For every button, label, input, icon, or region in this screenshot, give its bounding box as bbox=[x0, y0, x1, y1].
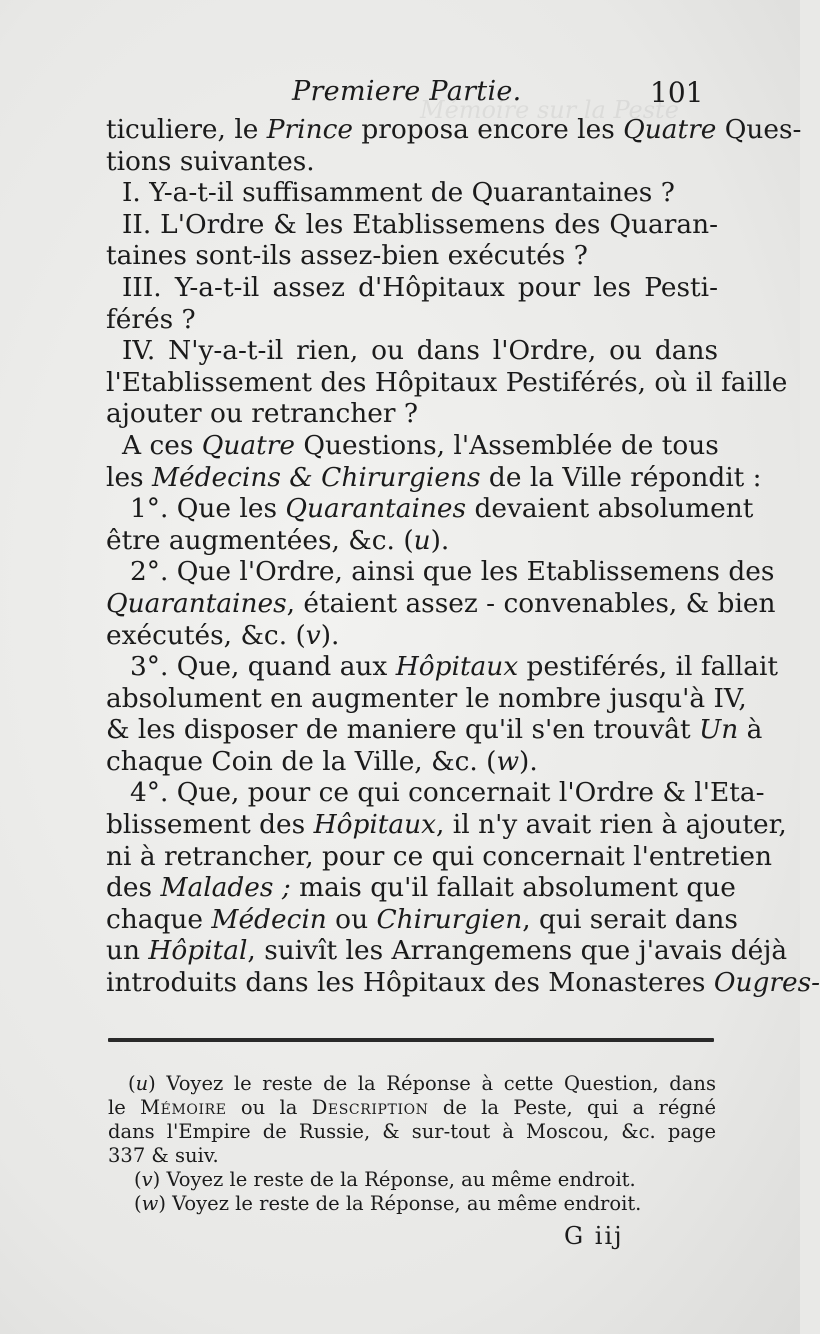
answer-4: 4°. Que, pour ce qui concernait l'Ordre & l'Eta- bbox=[130, 777, 765, 809]
footnote-line: le Mémoire ou la Description de la Peste, qui a régné bbox=[108, 1096, 716, 1119]
text-line: ajouter ou retrancher ? bbox=[106, 398, 419, 430]
running-head: Premiere Partie. bbox=[292, 76, 522, 107]
text-line: chaque Médecin ou Chirurgien, qui serait dans bbox=[106, 903, 738, 935]
footnote-v: (v) Voyez le reste de la Réponse, au même endroit. bbox=[134, 1168, 636, 1191]
main-text bbox=[106, 114, 820, 999]
question-1: I. Y-a-t-il suffisamment de Quarantaines ? bbox=[122, 177, 675, 209]
text-line: les Médecins & Chirurgiens de la Ville répondit : bbox=[106, 461, 762, 493]
text-line: l'Etablissement des Hôpitaux Pestiférés, où il faille bbox=[106, 366, 788, 398]
text-line: introduits dans les Hôpitaux des Monasteres Ougres- bbox=[106, 967, 820, 999]
text-line: taines sont-ils assez-bien exécutés ? bbox=[106, 240, 588, 272]
text-line: tions suivantes. bbox=[106, 145, 315, 177]
answer-2: 2°. Que l'Ordre, ainsi que les Etablissemens des bbox=[130, 556, 775, 588]
text-line: ticuliere, le Prince proposa encore les Quatre Ques- bbox=[106, 114, 802, 145]
text-line: Quarantaines, étaient assez - convenables, & bien bbox=[106, 587, 776, 619]
text-line: ni à retrancher, pour ce qui concernait l'entretien bbox=[106, 840, 772, 872]
question-4: IV. N'y-a-t-il rien, ou dans l'Ordre, ou dans bbox=[122, 335, 718, 367]
text-line: férés ? bbox=[106, 303, 196, 335]
footnote-line: dans l'Empire de Russie, & sur-tout à Moscou, &c. page bbox=[108, 1120, 716, 1143]
text-line: des Malades ; mais qu'il fallait absolument que bbox=[106, 872, 736, 904]
footnote-rule bbox=[108, 1038, 714, 1042]
text-line: & les disposer de maniere qu'il s'en trouvât Un à bbox=[106, 714, 763, 746]
text-line: blissement des Hôpitaux, il n'y avait rien à ajouter, bbox=[106, 809, 787, 841]
text-line: être augmentées, &c. (u). bbox=[106, 524, 450, 556]
question-3: III. Y-a-t-il assez d'Hôpitaux pour les Pesti- bbox=[122, 271, 718, 303]
footnote-line: 337 & suiv. bbox=[108, 1144, 219, 1167]
page-number: 101 bbox=[650, 76, 704, 109]
answer-1: 1°. Que les Quarantaines devaient absolument bbox=[130, 493, 754, 525]
text-line: absolument en augmenter le nombre jusqu'à IV, bbox=[106, 682, 747, 714]
text-line: exécutés, &c. (v). bbox=[106, 619, 340, 651]
page-header bbox=[0, 76, 800, 112]
footnote-u: (u) Voyez le reste de la Réponse à cette Question, dans bbox=[128, 1072, 716, 1095]
footnotes bbox=[108, 1072, 716, 1216]
text-line: chaque Coin de la Ville, &c. (w). bbox=[106, 745, 538, 777]
question-2: II. L'Ordre & les Etablissemens des Quaran- bbox=[122, 208, 718, 240]
text-line: A ces Quatre Questions, l'Assemblée de tous bbox=[122, 429, 719, 461]
show-through-text: Mémoire sur la Peste bbox=[420, 96, 679, 124]
answer-3: 3°. Que, quand aux Hôpitaux pestiférés, il fallait bbox=[130, 651, 779, 683]
footnote-w: (w) Voyez le reste de la Réponse, au même endroit. bbox=[134, 1192, 642, 1215]
signature-mark: G iij bbox=[564, 1222, 624, 1250]
text-line: un Hôpital, suivît les Arrangemens que j'avais déjà bbox=[106, 935, 788, 967]
